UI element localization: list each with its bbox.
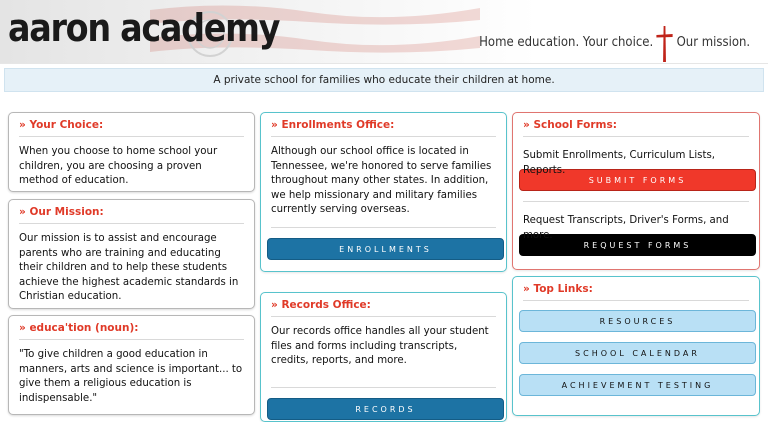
- school-calendar-link[interactable]: SCHOOL CALENDAR: [519, 342, 756, 364]
- your-choice-text: When you choose to home school your children, you are choosing a proven method of education.: [19, 146, 218, 187]
- records-divider: [271, 387, 496, 388]
- request-forms-button[interactable]: REQUEST FORMS: [519, 234, 756, 256]
- tagline-right: Our mission.: [676, 34, 750, 50]
- records-text: Our records office handles all your student files and forms including transcripts, credits, reports, and more.: [271, 326, 489, 367]
- enrollments-text: Although our school office is located in Tennessee, we're honored to serve families throughout many other states. In addition, we help missionary and military families currently serving overseas.: [271, 146, 492, 216]
- our-mission-text: Our mission is to assist and encourage parents who are training and educating their children and to help these students achieve the highest academic standards in Christian education.: [19, 233, 239, 303]
- cross-icon: [657, 26, 673, 62]
- enrollments-card: [260, 112, 507, 272]
- school-forms-card: [512, 112, 760, 270]
- site-header: [0, 0, 768, 64]
- submit-forms-text: Submit Enrollments, Curriculum Lists, Reports.: [523, 150, 716, 176]
- our-mission-card: [8, 199, 255, 309]
- your-choice-title: » Your Choice:: [19, 113, 244, 137]
- enrollments-divider: [271, 227, 496, 228]
- school-forms-title: » School Forms:: [523, 113, 749, 137]
- education-text: "To give children a good education in manners, arts and science is important... to give them a religious education is indispensable.": [19, 349, 243, 404]
- achievement-testing-link[interactable]: ACHIEVEMENT TESTING: [519, 374, 756, 396]
- request-forms-text: Request Transcripts, Driver's Forms, and more.: [523, 215, 729, 241]
- resources-link[interactable]: RESOURCES: [519, 310, 756, 332]
- site-logo[interactable]: aaron academy: [8, 6, 280, 50]
- records-card: [260, 292, 507, 422]
- enrollments-button[interactable]: ENROLLMENTS: [267, 238, 504, 260]
- tagline-left: Home education. Your choice.: [478, 34, 654, 50]
- records-title: » Records Office:: [271, 293, 496, 317]
- records-button[interactable]: RECORDS: [267, 398, 504, 420]
- enrollments-title: » Enrollments Office:: [271, 113, 496, 137]
- your-choice-card: [8, 112, 255, 192]
- intro-banner: A private school for families who educate their children at home.: [4, 68, 764, 92]
- education-card: [8, 315, 255, 415]
- our-mission-title: » Our Mission:: [19, 200, 244, 224]
- top-links-title: » Top Links:: [523, 277, 749, 301]
- submit-forms-button[interactable]: SUBMIT FORMS: [519, 169, 756, 191]
- education-title: » educa'tion (noun):: [19, 316, 244, 340]
- header-tagline: [479, 24, 750, 60]
- top-links-card: [512, 276, 760, 416]
